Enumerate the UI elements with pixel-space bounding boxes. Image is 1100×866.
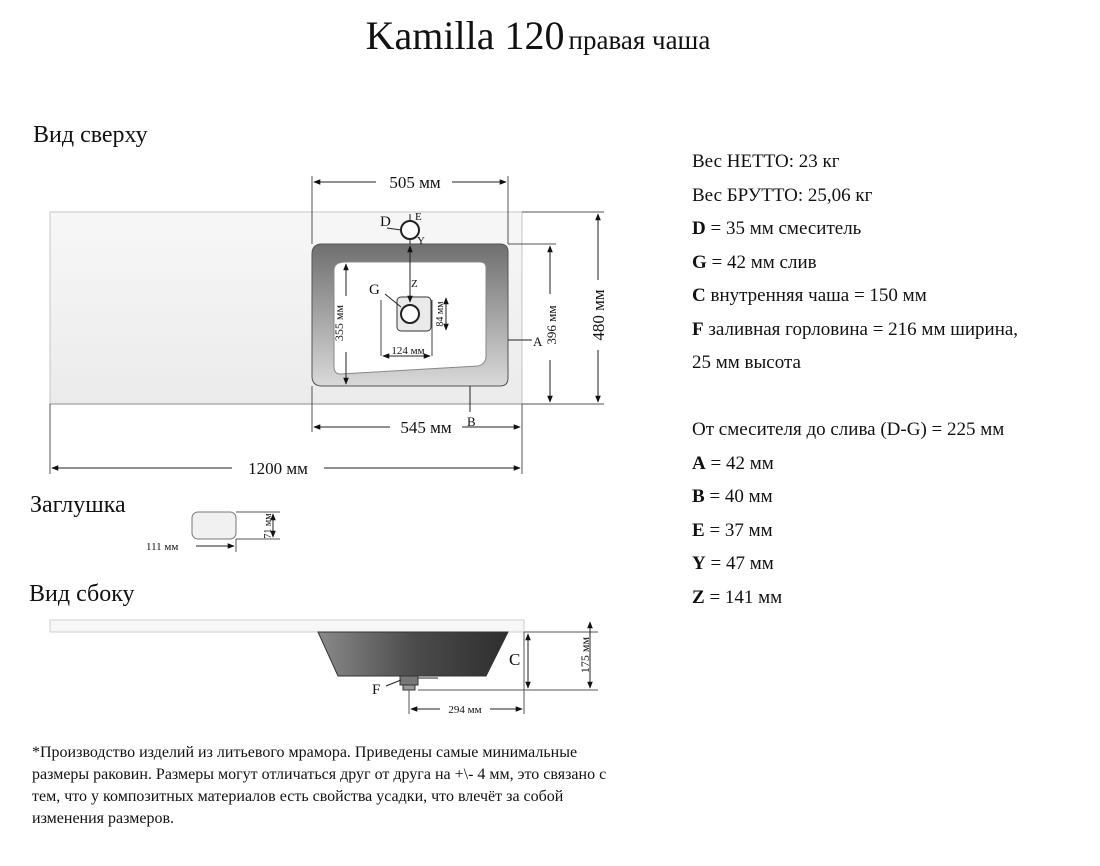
spec-z	[692, 581, 1018, 615]
spec-b-text: = 40 мм	[704, 486, 773, 507]
dim-355-text: 355 мм	[332, 304, 346, 342]
spec-e-text: = 37 мм	[704, 519, 773, 541]
spec-a	[692, 447, 1018, 481]
spec-y-text: = 47 мм	[705, 553, 774, 574]
spec-gap	[692, 380, 1018, 414]
dim-396-text: 396 мм	[544, 305, 559, 345]
title-subtitle: правая чаша	[568, 25, 711, 55]
marker-d: D	[380, 214, 391, 230]
dim-294-text: 294 мм	[448, 704, 482, 716]
countertop-side	[50, 620, 524, 632]
spec-g-key: G	[692, 251, 707, 273]
spec-f-text: заливная горловина = 216 мм ширина,	[703, 318, 1019, 340]
spec-e	[692, 514, 1018, 548]
dim-175-text: 175 мм	[578, 636, 592, 674]
spec-a-key: A	[692, 452, 706, 474]
spec-b	[692, 480, 1018, 514]
marker-c: C	[509, 650, 521, 669]
spec-d	[692, 212, 1018, 246]
spec-dg: От смесителя до слива (D-G) = 225 мм	[692, 419, 1005, 440]
marker-y: Y	[417, 235, 425, 247]
drain-hole-icon	[401, 305, 419, 323]
marker-z: Z	[411, 278, 418, 290]
f-leader	[386, 680, 401, 686]
dim-480-text: 480 мм	[589, 289, 608, 341]
plug-drawing	[146, 512, 280, 553]
side-view-label: Вид сбоку	[29, 581, 135, 607]
dim-545-text: 545 мм	[400, 418, 452, 437]
spec-z-text: = 141 мм	[704, 586, 783, 608]
drain-neck	[400, 676, 418, 685]
footnote: *Производство изделий из литьевого мрамора. Приведены самые минимальные размеры раковин. Размеры могут отличаться друг от друга на +\- 4 мм, это связано с тем, что у композитных материалов есть свойства усадки, что влечёт за собой изменения размеров.	[32, 744, 607, 827]
spec-g	[692, 246, 1018, 280]
top-view-label: Вид сверху	[33, 122, 148, 148]
marker-a: A	[533, 334, 543, 349]
top-view-drawing	[50, 173, 608, 478]
spec-b-key: B	[692, 486, 705, 507]
spec-c	[692, 279, 1018, 313]
specs-panel	[692, 145, 1018, 614]
marker-f: F	[372, 682, 381, 698]
spec-z-key: Z	[692, 586, 705, 608]
spec-d-text: = 35 мм смеситель	[705, 218, 862, 239]
spec-c-key: C	[692, 285, 706, 306]
side-view-drawing	[50, 620, 598, 716]
spec-f-height: 25 мм высота	[692, 352, 801, 373]
dim-1200-text: 1200 мм	[248, 459, 308, 478]
title-name: Kamilla 120	[365, 13, 565, 58]
plug-label: Заглушка	[30, 492, 126, 518]
spec-d-key: D	[692, 218, 706, 239]
spec-y-key: Y	[692, 553, 706, 574]
drain-tip	[403, 685, 415, 690]
spec-y	[692, 547, 1018, 581]
spec-f-key: F	[692, 318, 704, 340]
plug-w-text: 111 мм	[146, 541, 179, 553]
marker-b: B	[467, 414, 476, 429]
spec-e-key: E	[692, 519, 705, 541]
bowl-side	[318, 632, 508, 676]
spec-a-text: = 42 мм	[705, 452, 774, 474]
marker-g: G	[369, 282, 380, 298]
drain-h-text: 84 мм	[435, 301, 446, 327]
spec-f	[692, 313, 1018, 347]
spec-weight-net: Вес НЕТТО: 23 кг	[692, 151, 840, 172]
spec-g-text: = 42 мм слив	[706, 251, 817, 273]
dim-505-text: 505 мм	[389, 173, 441, 192]
plug-h-text: 71 мм	[263, 513, 274, 539]
marker-e: E	[415, 211, 422, 223]
plug-shape	[192, 512, 236, 539]
spec-c-text: внутренняя чаша = 150 мм	[705, 285, 927, 306]
spec-weight-gross: Вес БРУТТО: 25,06 кг	[692, 184, 873, 206]
drain-w-text: 124 мм	[391, 345, 425, 357]
